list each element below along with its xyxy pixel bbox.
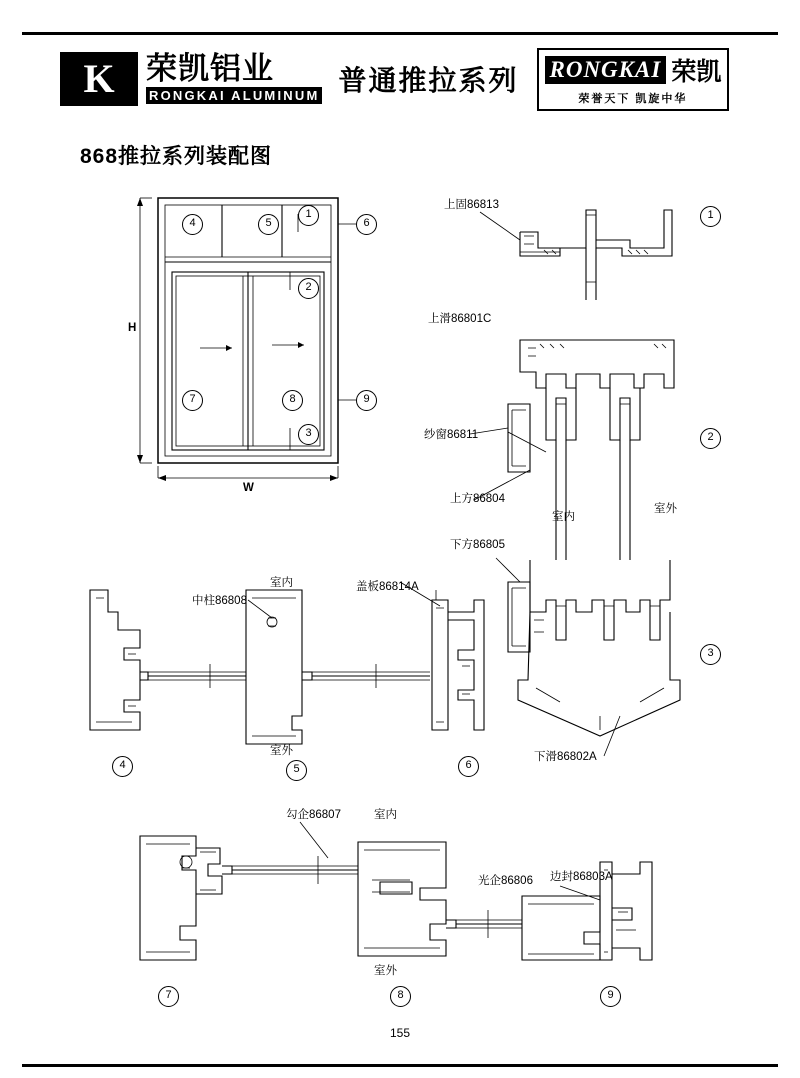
company-name-cn: 荣凯铝业 [146,50,274,86]
part-label-86814A: 盖板86814A [356,581,419,593]
callout-bottom-9: 9 [600,986,621,1007]
part-label-86806: 光企86806 [478,875,533,887]
annotation-indoor-bottom: 室内 [374,809,397,821]
part-label-86804: 上方86804 [450,493,505,505]
callout-1: 1 [298,205,319,226]
callout-3: 3 [298,424,319,445]
callout-7: 7 [182,390,203,411]
brand-name-cn: 荣凯 [671,57,722,86]
brand-name-en: RONGKAI [545,56,667,84]
part-label-86807: 勾企86807 [286,809,341,821]
callout-right-2: 2 [700,428,721,449]
annotation-outdoor-right-1: 室外 [654,503,677,515]
annotation-indoor-middle: 室内 [270,577,293,589]
page-number: 155 [389,1026,411,1040]
part-label-86802A: 下滑86802A [534,751,597,763]
callout-9: 9 [356,390,377,411]
callout-right-1: 1 [700,206,721,227]
callout-8: 8 [282,390,303,411]
page-title: 868推拉系列装配图 [80,145,273,168]
callout-bottom-8: 8 [390,986,411,1007]
callout-middle-6: 6 [458,756,479,777]
annotation-outdoor-bottom: 室外 [374,965,397,977]
company-name-en: RONGKAI ALUMINUM [146,87,322,104]
callout-middle-5: 5 [286,760,307,781]
callout-6: 6 [356,214,377,235]
logo-letter: K [83,56,115,101]
part-label-86811: 纱窗86811 [424,429,479,441]
brand-slogan: 荣誉天下 凯旋中华 [578,92,688,105]
callout-middle-4: 4 [112,756,133,777]
dimension-height-label: H [128,322,137,334]
annotation-indoor-right-1: 室内 [552,511,575,523]
part-label-86803A: 边封86803A [550,871,613,883]
dimension-width-label: W [243,482,254,494]
part-label-86808: 中柱86808 [192,595,247,607]
series-title: 普通推拉系列 [338,65,519,96]
callout-right-3: 3 [700,644,721,665]
part-label-86813: 上固86813 [444,199,499,211]
callout-5: 5 [258,214,279,235]
annotation-outdoor-middle: 室外 [270,745,293,757]
callout-bottom-7: 7 [158,986,179,1007]
part-label-86805: 下方86805 [450,539,505,551]
part-label-86801C: 上滑86801C [428,313,492,325]
callout-4: 4 [182,214,203,235]
callout-2: 2 [298,278,319,299]
